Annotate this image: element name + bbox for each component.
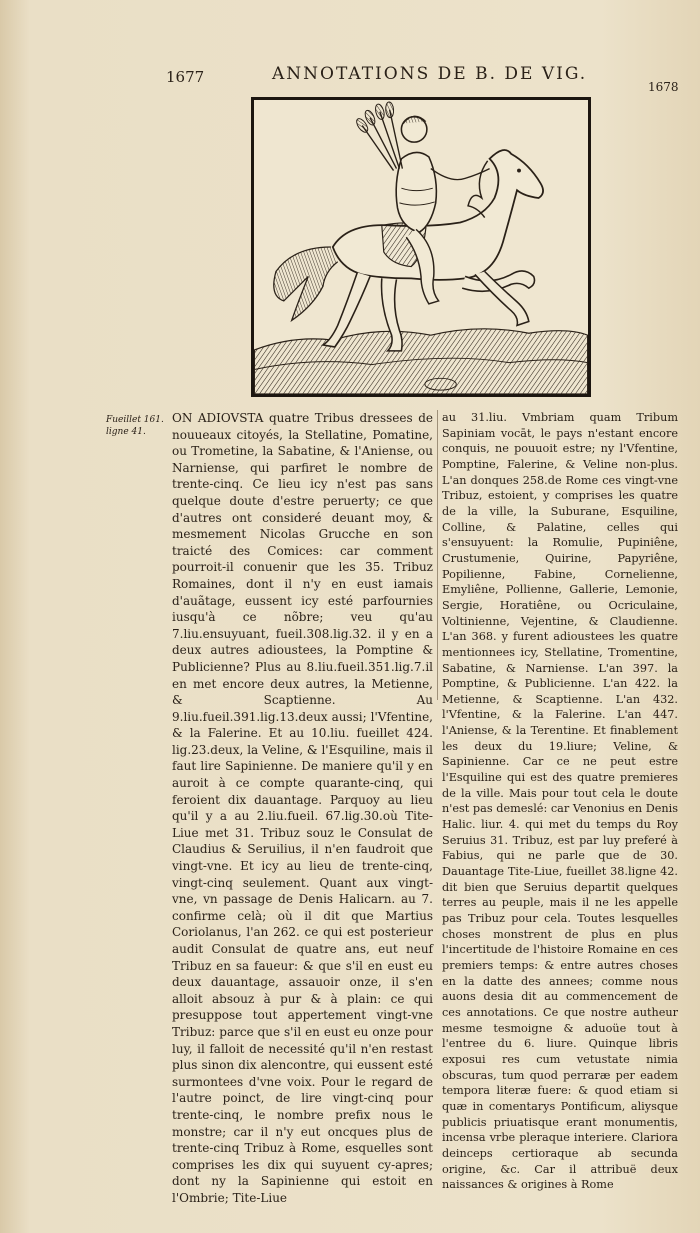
left-column-text: ON ADIOVSTA quatre Tribus dressees de nouueaux citoyés, la Stellatine, Pomatine, ou Trometine, la Sabatine, & l'Aniense, ou Narniense, qui parfiret le nombre de trente-cinq. Ce lieu icy n'est pas sans quelque doute d'estre peruerty; ce que d'autres ont consideré deuant moy, & mesmement Nicolas Grucche en son traicté des Comices: car comment pourroit-il conuenir que les 35. Tribuz Romaines, dont il n'y en eust iamais d'auãtage, eussent icy esté parfournies iusqu'à ce nõbre; veu qu'au 7.liu.ensuyuant, fueil.308.lig.32. il y en a deux autres adioustees, la Pomptine & Publicienne? Plus au 8.liu.fueil.351.lig.7.il en met encore deux autres, la Metienne, & Scaptienne. Au 9.liu.fueil.391.lig.13.deux aussi; l'Vfentine, & la Falerine. Et au 10.liu. fueillet 424. lig.23.deux, la Veline, & l'Esquiline, mais il faut lire Sapinienne. De maniere qu'il y en auroit à ce compte quarante-cinq, qui feroient dix dauantage. Parquoy au lieu qu'il y a au 2.liu.fueil. 67.lig.30.où Tite-Liue met 31. Tribuz souz le Consulat de Claudius & Seruilius, il n'en faudroit que vingt-vne. Et icy au lieu de trente-cinq, vingt-cinq seulement. Quant aux vingt-vne, vn passage de Denis Halicarn. au 7. confirme celà; où il dit que Martius Coriolanus, l'an 262. ce qui est posterieur audit Consulat de quatre ans, eut neuf Tribuz en sa faueur: & que s'il en eust eu deux dauantage, assauoir onze, il s'en alloit absouz à pur & à plain: ce qui presuppose tout appertement vingt-vne Tribuz: parce que s'il en eust eu onze pour luy, il falloit de necessité qu'il n'en restast plus sinon dix alencontre, qui eussent esté surmontees d'vne voix. Pour le regard de l'autre poinct, de lire vingt-cinq pour trente-cinq, le nombre prefix nous le monstre; car il n'y eut oncques plus de trente-cinq Tribuz à Rome, esquelles sont comprises les dix qui suyuent cy-apres; dont ny la Sapinienne qui estoit en l'Ombrie; Tite-Liue xyxy=(172,411,433,1205)
horseman-woodcut xyxy=(251,97,591,397)
margin-note: Fueillet 161. ligne 41. xyxy=(106,415,164,437)
text-column-left xyxy=(172,410,433,1207)
page-number-right: 1678 xyxy=(648,80,679,94)
horseman-woodcut-image xyxy=(254,100,588,394)
text-column-right xyxy=(442,410,678,1193)
page-number-left: 1677 xyxy=(166,68,205,86)
column-divider xyxy=(437,410,438,700)
running-title: ANNOTATIONS DE B. DE VIG. xyxy=(272,64,588,84)
right-column-text: au 31.liu. Vmbriam quam Tribum Sapiniam vocāt, le pays n'estant encore conquis, ne pouuoit estre; ny l'Vfentine, Pomptine, Falerine, & Veline non-plus. L'an donques 258.de Rome ces vingt-vne Tribuz, estoient, y comprises les quatre de la ville, la Suburane, Esquiline, Colline, & Palatine, celles qui s'ensuyuent: la Romulie, Pupiniêne, Crustumenie, Quirine, Papyriêne, Popilienne, Fabine, Cornelienne, Emyliêne, Pollienne, Gallerie, Lemonie, Sergie, Horatiêne, ou Ocriculaine, Voltinienne, Vejentine, & Claudienne. L'an 368. y furent adioustees les quatre mentionnees icy, Stellatine, Tromentine, Sabatine, & Narniense. L'an 397. la Pomptine, & Publicienne. L'an 422. la Metienne, & Scaptienne. L'an 432. l'Vfentine, & la Falerine. L'an 447. l'Aniense, & la Terentine. Et finablement les deux du 19.liure; Veline, & Sapinienne. Car ce ne peut estre l'Esquiline qui est des quatre premieres de la ville. Mais pour tout cela le doute n'est pas demeslé: car Venonius en Denis Halic. liur. 4. qui met du temps du Roy Seruius 31. Tribuz, est par luy preferé à Fabius, qui ne parle que de 30. Dauantage Tite-Liue, fueillet 38.ligne 42. dit bien que Seruius departit quelques terres au peuple, mais il ne les appelle pas Tribuz pour cela. Toutes lesquelles choses monstrent de plus en plus l'incertitude de l'histoire Romaine en ces premiers temps: & entre autres choses en la datte des annees; comme nous auons desia dit au commencement de ces annotations. Ce que nostre autheur mesme tesmoigne & aduoüe tout à l'entree du 6. liure. Quinque libris exposui res cum vetustate nimia obscuras, tum quod perraræ per eadem tempora literæ fuere: & quod etiam si quæ in comentarys Pontificum, aliysque publicis priuatisque erant monumentis, incensa vrbe pleraque interiere. Clariora deinceps certioraque ab secunda origine, &c. Car il attribuë deux naissances & origines à Rome xyxy=(442,411,678,1192)
